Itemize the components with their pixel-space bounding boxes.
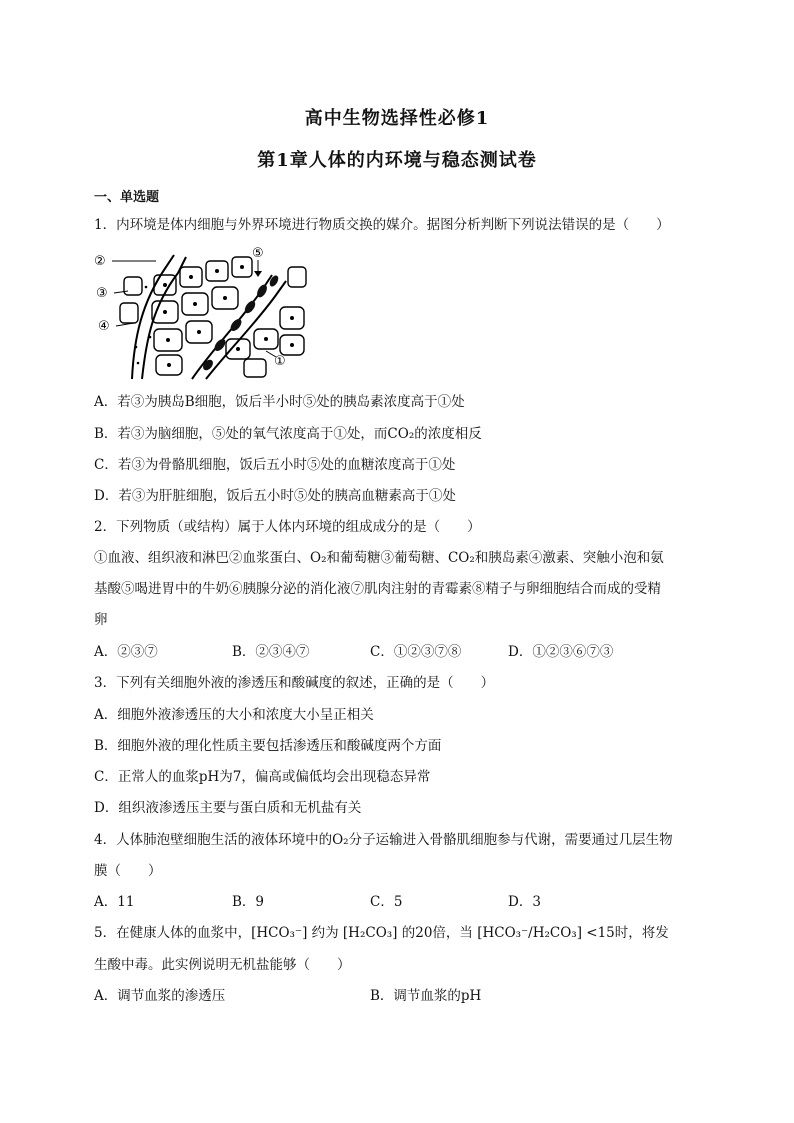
q2-items-line3: 卵: [94, 612, 108, 628]
q4-option-c: C．5: [370, 894, 403, 910]
page-title: 高中生物选择性必修1: [304, 108, 490, 129]
q2-stem: 2．下列物质（或结构）属于人体内环境的组成成分的是（ ）: [94, 519, 481, 535]
q1-option-b: B．若③为脑细胞，⑤处的氧气浓度高于①处，而CO₂的浓度相反: [94, 426, 482, 442]
figure-label-5: ⑤: [252, 247, 264, 261]
q3-stem: 3．下列有关细胞外液的渗透压和酸碱度的叙述，正确的是（ ）: [94, 675, 495, 691]
q5-stem-line2: 生酸中毒。此实例说明无机盐能够（ ）: [94, 957, 351, 973]
figure-label-3: ③: [96, 286, 108, 301]
q1-option-d: D．若③为肝脏细胞，饭后五小时⑤处的胰高血糖素高于①处: [94, 488, 456, 504]
q5-stem-line1: 5．在健康人体的血浆中，[HCO₃⁻] 约为 [H₂CO₃] 的20倍，当 [HCO₃⁻/H₂CO₃] <15时，将发: [94, 925, 669, 941]
cell-diagram: [94, 247, 310, 380]
q2-option-c: C．①②③⑦⑧: [370, 644, 462, 660]
q2-option-b: B．②③④⑦: [232, 644, 310, 660]
q4-option-b: B．9: [232, 894, 265, 910]
section-heading: 一、单选题: [94, 190, 160, 205]
q4-option-d: D．3: [508, 894, 541, 910]
q2-items-line1: ①血液、组织液和淋巴②血浆蛋白、O₂和葡萄糖③葡萄糖、CO₂和胰岛素④激素、突触小泡和氨: [94, 550, 664, 566]
cell-diagram-svg: [94, 247, 310, 380]
q1-option-a: A．若③为胰岛B细胞，饭后半小时⑤处的胰岛素浓度高于①处: [94, 394, 465, 410]
q3-option-a: A．细胞外液渗透压的大小和浓度大小呈正相关: [94, 707, 374, 723]
q4-stem-line1: 4．人体肺泡壁细胞生活的液体环境中的O₂分子运输进入骨骼肌细胞参与代谢，需要通过几层生物: [94, 832, 673, 848]
figure-label-4: ④: [98, 319, 110, 334]
figure-label-2: ②: [94, 254, 106, 269]
q2-items-line2: 基酸⑤喝进胃中的牛奶⑥胰腺分泌的消化液⑦肌肉注射的青霉素⑧精子与卵细胞结合而成的受精: [94, 581, 661, 597]
q3-option-d: D．组织液渗透压主要与蛋白质和无机盐有关: [94, 800, 362, 816]
q1-option-c: C．若③为骨骼肌细胞，饭后五小时⑤处的血糖浓度高于①处: [94, 457, 456, 473]
q3-option-c: C．正常人的血浆pH为7，偏高或偏低均会出现稳态异常: [94, 769, 431, 785]
q3-option-b: B．细胞外液的理化性质主要包括渗透压和酸碱度两个方面: [94, 738, 442, 754]
figure-label-1: ①: [274, 354, 286, 369]
q1-stem: 1．内环境是体内细胞与外界环境进行物质交换的媒介。据图分析判断下列说法错误的是（ ）: [94, 217, 670, 233]
q4-option-a: A．11: [94, 894, 135, 910]
q4-stem-line2: 膜（ ）: [94, 863, 162, 879]
q2-option-d: D．①②③⑥⑦③: [508, 644, 614, 660]
q2-option-a: A．②③⑦: [94, 644, 158, 660]
page-subtitle: 第1章人体的内环境与稳态测试卷: [257, 150, 537, 171]
q5-option-b: B．调节血浆的pH: [370, 988, 482, 1004]
q5-option-a: A．调节血浆的渗透压: [94, 988, 226, 1004]
